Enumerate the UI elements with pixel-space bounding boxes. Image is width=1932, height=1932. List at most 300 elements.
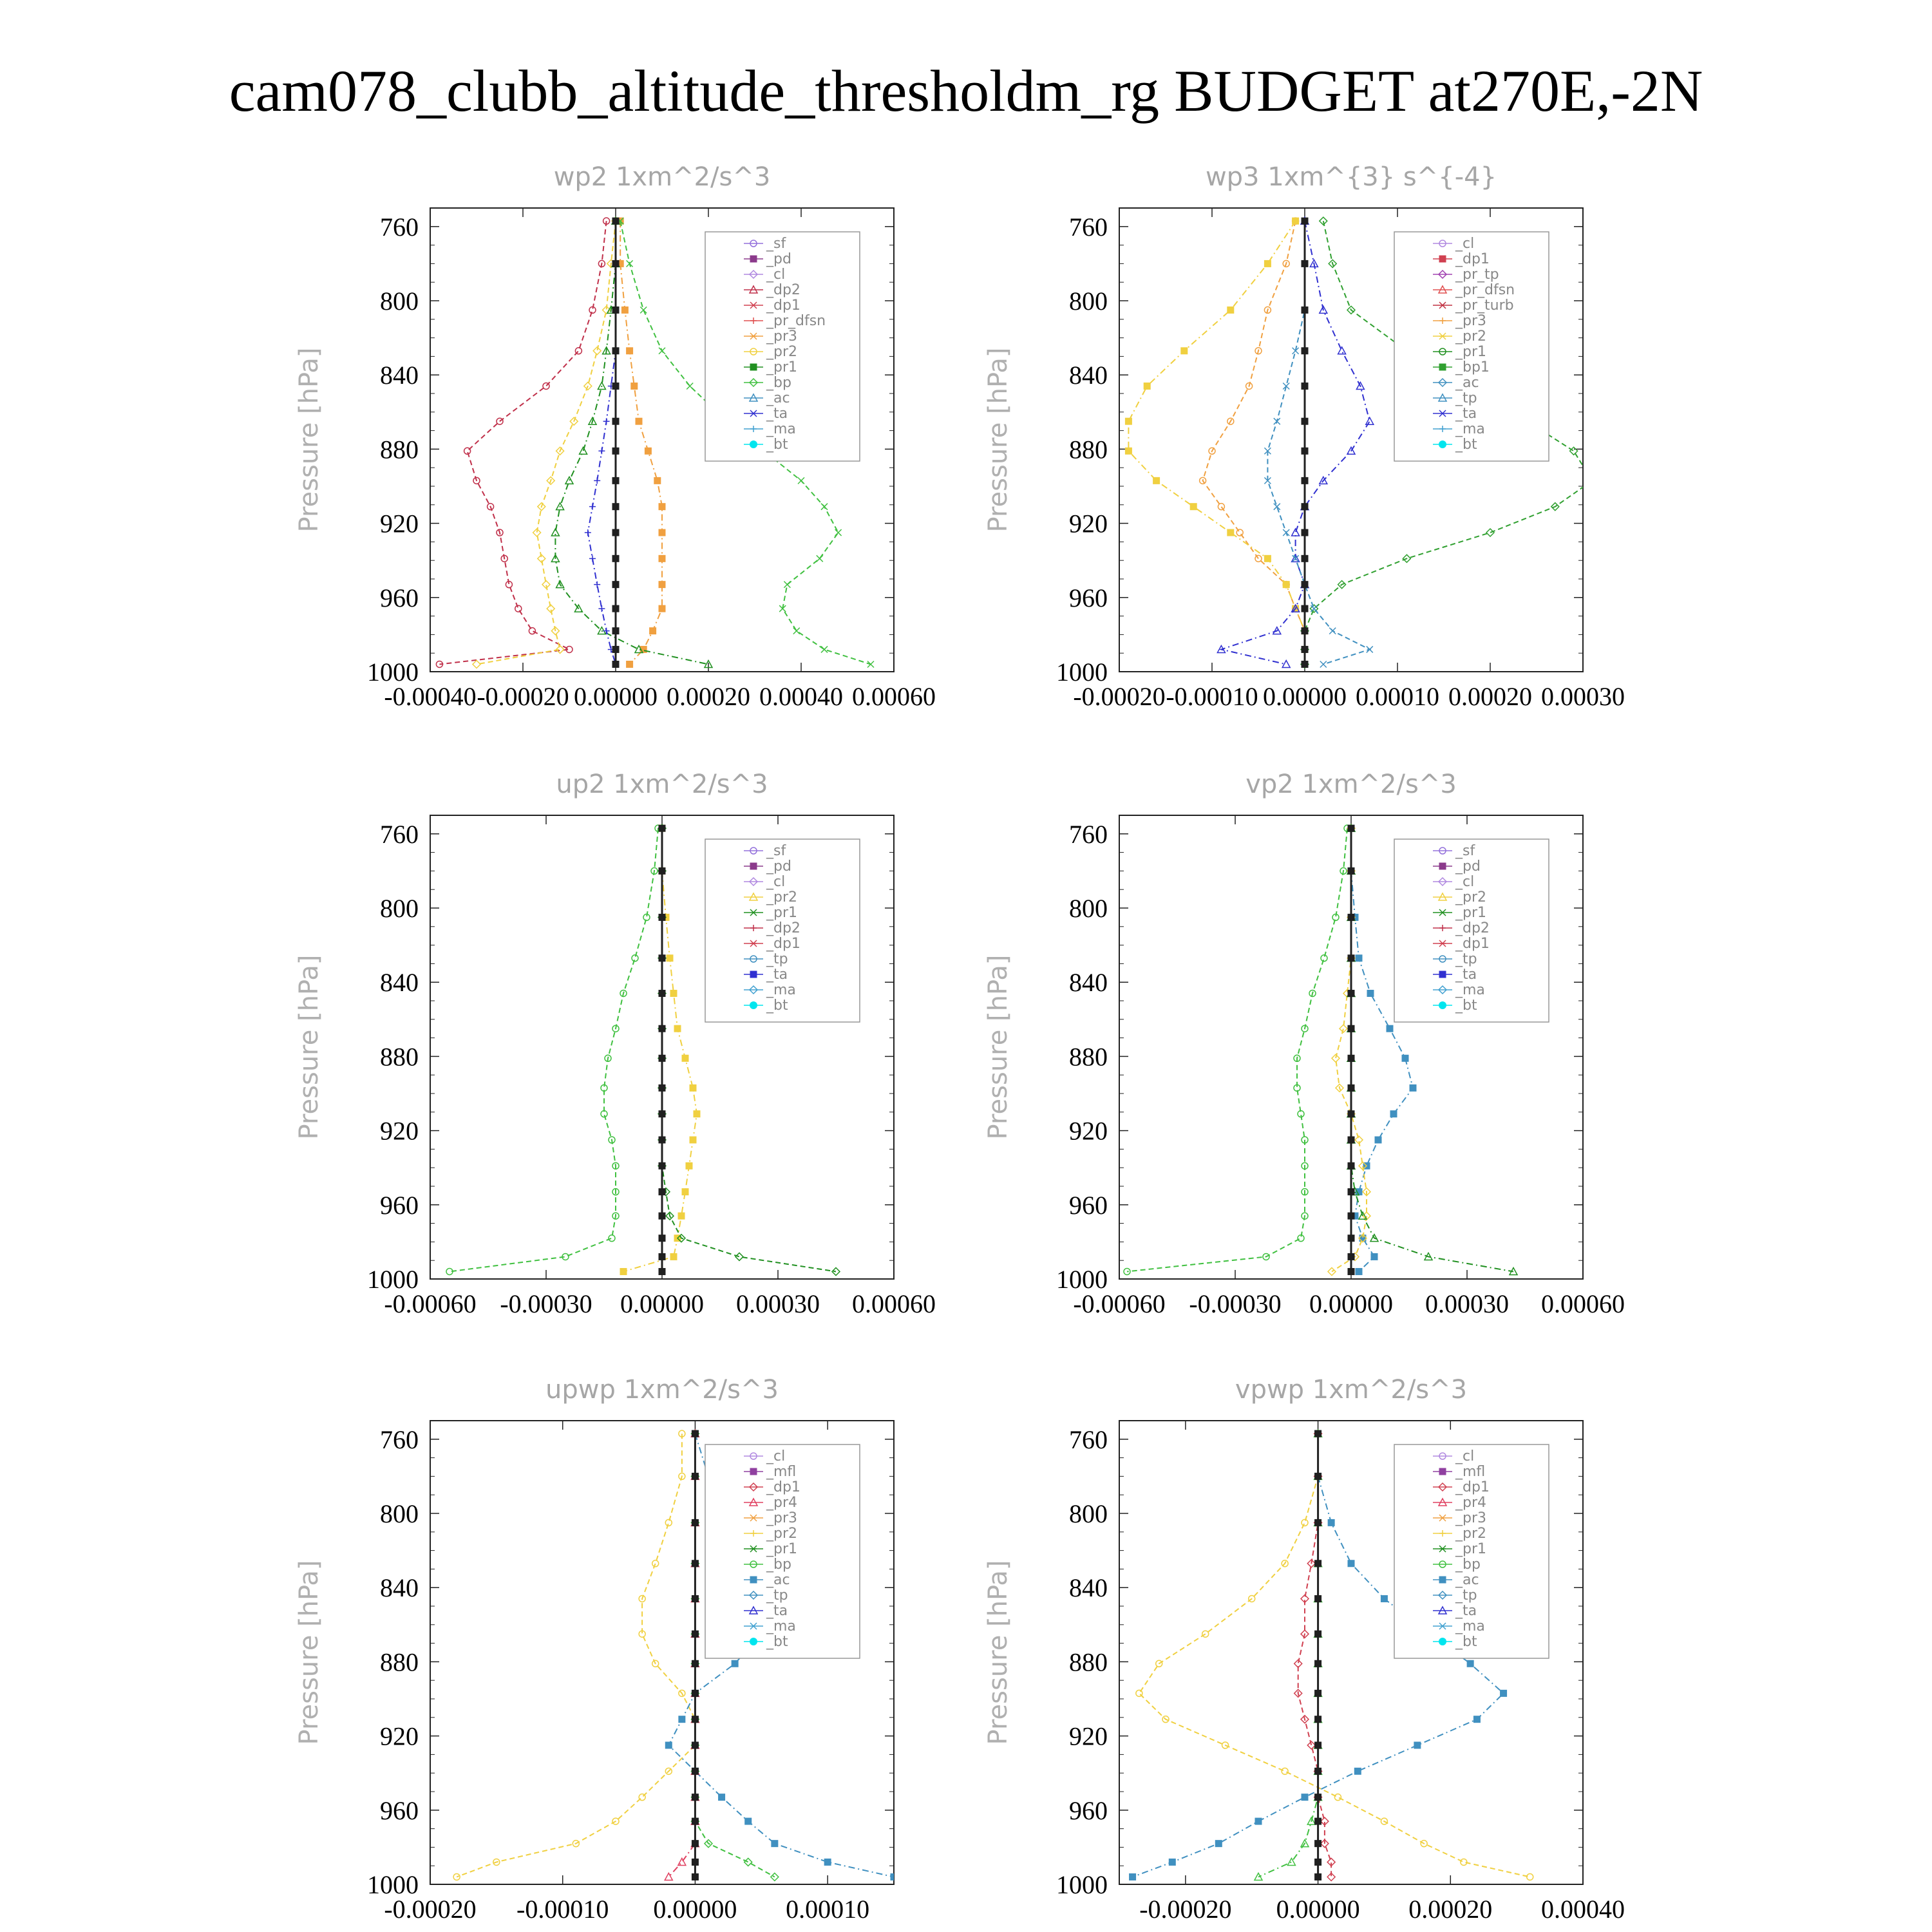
legend-label: _pd [766, 251, 791, 267]
legend-label: _dp1 [766, 1479, 800, 1495]
data-point [636, 418, 642, 424]
data-point [1293, 218, 1299, 224]
x-tick-label: 0.00000 [1263, 682, 1347, 711]
data-point [692, 1473, 698, 1479]
x-tick-label: 0.00010 [1356, 682, 1439, 711]
data-point [1292, 529, 1300, 536]
x-tick-label: -0.00060 [1073, 1289, 1166, 1318]
data-point [612, 477, 619, 484]
data-point [692, 1841, 698, 1847]
data-point [659, 1111, 665, 1117]
y-tick-label: 760 [1069, 212, 1108, 242]
y-tick-label: 840 [380, 361, 419, 390]
legend-marker [1439, 1638, 1446, 1645]
data-point [612, 628, 619, 634]
y-axis-label: Pressure [hPa] [983, 347, 1013, 533]
data-point [659, 867, 665, 874]
legend-label: _dp1 [766, 298, 800, 314]
data-point [589, 504, 596, 510]
data-point [719, 1794, 725, 1801]
data-point [1329, 628, 1336, 634]
data-point [694, 1111, 700, 1117]
data-point [543, 383, 549, 389]
legend-label: _bp1 [1455, 359, 1490, 375]
y-tick-label: 1000 [1056, 1265, 1108, 1294]
y-axis-label: Pressure [hPa] [294, 954, 324, 1140]
series-line-ta [1221, 221, 1369, 664]
data-point [612, 646, 619, 652]
data-point [1302, 218, 1308, 224]
data-point [612, 348, 619, 354]
y-tick-label: 800 [380, 894, 419, 923]
legend-label: _cl [1455, 236, 1475, 252]
legend-label: _dp2 [766, 920, 800, 936]
legend-label: _ma [766, 982, 796, 998]
data-point [1169, 1859, 1175, 1865]
data-point [750, 971, 757, 978]
legend-label: _cl [1455, 1448, 1475, 1464]
data-point [1387, 1025, 1393, 1032]
series-line-ta [588, 221, 616, 664]
data-point [1354, 1768, 1361, 1774]
y-tick-label: 920 [1069, 509, 1108, 538]
x-tick-label: 0.00030 [1425, 1289, 1509, 1318]
x-tick-label: -0.00060 [384, 1289, 477, 1318]
chart-panel-6 [983, 1375, 1625, 1924]
data-point [654, 477, 661, 484]
legend-label: _cl [766, 874, 786, 890]
x-tick-label: 0.00030 [736, 1289, 820, 1318]
data-point [1315, 1716, 1321, 1723]
data-point [1381, 1595, 1387, 1602]
legend-label: _bt [766, 998, 788, 1014]
data-point [692, 1768, 698, 1774]
y-tick-label: 920 [1069, 1116, 1108, 1146]
data-point [1315, 1841, 1321, 1847]
data-point [692, 1742, 698, 1748]
data-point [529, 628, 535, 634]
chart-panel-4 [983, 770, 1625, 1318]
legend-label: _ta [1455, 406, 1477, 422]
legend [705, 839, 860, 1022]
data-point [1338, 347, 1346, 354]
legend-label: _bt [1455, 998, 1477, 1014]
chart-title: vpwp 1xm^2/s^3 [1235, 1375, 1468, 1405]
data-point [594, 477, 600, 484]
data-point [674, 1025, 681, 1032]
legend-label: _pd [766, 858, 791, 875]
data-point [1144, 383, 1150, 389]
y-tick-label: 800 [380, 287, 419, 316]
data-point [659, 504, 665, 510]
data-point [1315, 1794, 1321, 1801]
legend-label: _dp1 [1455, 936, 1490, 952]
legend-label: _tp [766, 1587, 788, 1604]
page-title: cam078_clubb_altitude_thresholdm_rg BUDGET at270E,-2N [229, 58, 1703, 124]
chart-panel-1 [294, 162, 936, 711]
legend-label: _pr1 [766, 359, 798, 375]
y-tick-label: 1000 [367, 1870, 419, 1899]
data-point [798, 477, 804, 484]
legend-label: _pr_dfsn [1455, 282, 1515, 298]
data-point [1264, 260, 1271, 267]
legend-label: _sf [766, 843, 786, 859]
data-point [659, 555, 665, 562]
data-point [659, 1235, 665, 1242]
chart-title: vp2 1xm^2/s^3 [1245, 770, 1457, 799]
data-point [1348, 1055, 1354, 1061]
y-tick-label: 1000 [1056, 1870, 1108, 1899]
data-point [603, 418, 610, 424]
legend [705, 1444, 860, 1658]
legend-label: _pr1 [1455, 1541, 1487, 1557]
data-point [1332, 1054, 1340, 1062]
data-point [659, 348, 665, 354]
series-line-pr2 [477, 221, 616, 664]
data-point [612, 218, 619, 224]
data-point [692, 1859, 698, 1865]
data-point [612, 661, 619, 667]
series-line-pr3 [1203, 221, 1305, 664]
x-tick-label: -0.00020 [477, 682, 569, 711]
legend-label: _pr_turb [1455, 298, 1514, 314]
data-point [692, 1818, 698, 1824]
data-point [612, 529, 619, 536]
data-point [1302, 383, 1308, 389]
data-point [659, 825, 665, 831]
data-point [1315, 1473, 1321, 1479]
legend-label: _tp [1455, 1587, 1477, 1604]
data-point [1467, 1660, 1473, 1667]
data-point [784, 582, 790, 588]
data-point [1282, 1768, 1288, 1774]
y-axis-label: Pressure [hPa] [294, 1560, 324, 1745]
x-tick-label: 0.00010 [786, 1895, 870, 1924]
data-point [612, 307, 619, 313]
y-tick-label: 760 [380, 1425, 419, 1454]
data-point [1367, 646, 1373, 652]
data-point [464, 448, 471, 454]
y-tick-label: 840 [380, 968, 419, 998]
data-point [1302, 661, 1308, 667]
data-point [1320, 661, 1327, 667]
legend-label: _pd [1455, 858, 1481, 875]
legend-label: _pr3 [766, 1510, 798, 1526]
data-point [609, 1235, 615, 1242]
data-point [589, 555, 596, 562]
legend-label: _dp2 [766, 282, 800, 298]
legend-label: _ma [1455, 1618, 1485, 1634]
legend-marker [1439, 440, 1446, 448]
data-point [1402, 1055, 1408, 1061]
data-point [670, 1253, 677, 1260]
x-tick-label: 0.00020 [1448, 682, 1532, 711]
legend-label: _pr1 [1455, 344, 1487, 360]
y-axis-label: Pressure [hPa] [983, 954, 1013, 1140]
data-point [745, 1818, 752, 1824]
legend-label: _pr2 [1455, 1526, 1487, 1542]
y-tick-label: 960 [380, 1190, 419, 1220]
data-point [750, 1577, 757, 1583]
data-point [1302, 348, 1308, 354]
data-point [659, 1213, 665, 1219]
data-point [1439, 1468, 1446, 1475]
y-tick-label: 1000 [1056, 658, 1108, 687]
data-point [1348, 1268, 1354, 1274]
data-point [1439, 256, 1446, 262]
series-line-dp2 [439, 221, 606, 664]
x-tick-label: 0.00020 [667, 682, 750, 711]
data-point [1311, 605, 1317, 612]
data-point [1315, 1873, 1321, 1880]
legend-label: _ta [1455, 1603, 1477, 1619]
data-point [612, 555, 619, 562]
data-point [1125, 418, 1132, 424]
series-line-pr2 [457, 1434, 695, 1877]
data-point [1302, 582, 1308, 588]
legend-label: _ac [766, 390, 790, 406]
x-tick-label: -0.00020 [384, 1895, 477, 1924]
x-tick-label: 0.00000 [1276, 1895, 1360, 1924]
y-tick-label: 920 [380, 1721, 419, 1751]
data-point [659, 529, 665, 536]
data-point [690, 1137, 696, 1143]
data-point [612, 582, 619, 588]
legend-label: _dp1 [1455, 251, 1490, 267]
legend [705, 232, 860, 461]
data-point [678, 1213, 685, 1219]
data-point [1274, 504, 1280, 510]
x-tick-label: -0.00030 [1189, 1289, 1282, 1318]
legend-label: _bp [1455, 1557, 1481, 1573]
data-point [1348, 1162, 1354, 1169]
x-tick-label: 0.00000 [1309, 1289, 1393, 1318]
legend-label: _dp2 [1455, 920, 1490, 936]
data-point [639, 1794, 645, 1801]
legend-label: _pr2 [766, 344, 798, 360]
data-point [603, 628, 610, 634]
data-point [1348, 1560, 1354, 1567]
x-tick-label: -0.00020 [1139, 1895, 1232, 1924]
series-line-pr1 [623, 828, 697, 1271]
y-tick-label: 880 [380, 1647, 419, 1677]
data-point [1315, 1690, 1321, 1696]
legend [1394, 232, 1549, 461]
data-point [627, 260, 633, 267]
data-point [824, 1859, 831, 1865]
data-point [692, 1660, 698, 1667]
y-tick-label: 960 [1069, 1795, 1108, 1825]
data-point [659, 914, 665, 920]
data-point [1375, 1137, 1381, 1143]
data-point [620, 1268, 627, 1274]
data-point [1439, 863, 1446, 869]
legend-label: _pr_tp [1455, 267, 1499, 283]
data-point [1302, 646, 1308, 652]
data-point [867, 661, 874, 667]
y-tick-label: 800 [380, 1499, 419, 1528]
data-point [1181, 348, 1188, 354]
series-line-dp1 [1127, 828, 1347, 1271]
data-point [1348, 1084, 1354, 1091]
legend-label: _mfl [1455, 1464, 1486, 1480]
data-point [1348, 955, 1354, 961]
data-point [1283, 582, 1289, 588]
y-axis-label: Pressure [hPa] [294, 347, 324, 533]
data-point [594, 582, 600, 588]
legend-label: _ma [1455, 421, 1485, 437]
data-point [1302, 504, 1308, 510]
legend-label: _bt [766, 1634, 788, 1650]
y-tick-label: 920 [380, 1116, 419, 1146]
series-line-pr2 [1332, 828, 1367, 1271]
data-point [1302, 1794, 1308, 1801]
data-point [1302, 628, 1308, 634]
y-tick-label: 1000 [367, 658, 419, 687]
data-point [692, 1430, 698, 1437]
legend-label: _mfl [766, 1464, 797, 1480]
data-point [598, 448, 605, 454]
data-point [1153, 477, 1160, 484]
data-point [1315, 1631, 1321, 1637]
data-point [1348, 1235, 1354, 1242]
y-tick-label: 920 [380, 509, 419, 538]
legend-label: _pr1 [1455, 905, 1487, 921]
legend-label: _pr3 [1455, 1510, 1487, 1526]
data-point [692, 1595, 698, 1602]
chart-title: up2 1xm^2/s^3 [556, 770, 768, 799]
y-tick-label: 760 [380, 819, 419, 849]
data-point [1302, 307, 1308, 313]
legend-marker [750, 1001, 757, 1009]
y-tick-label: 800 [1069, 1499, 1108, 1528]
data-point [1190, 504, 1197, 510]
y-tick-label: 800 [1069, 287, 1108, 316]
data-point [1371, 1253, 1378, 1260]
data-point [1302, 448, 1308, 454]
data-point [1348, 1213, 1354, 1219]
legend-label: _pr4 [766, 1495, 798, 1511]
y-tick-label: 960 [380, 1795, 419, 1825]
data-point [1348, 990, 1354, 996]
x-tick-label: -0.00030 [500, 1289, 592, 1318]
legend [1394, 839, 1549, 1022]
data-point [621, 307, 628, 313]
legend-label: _ac [766, 1572, 790, 1588]
legend-label: _dp1 [766, 936, 800, 952]
data-point [1227, 307, 1234, 313]
data-point [687, 383, 693, 389]
data-point [1218, 504, 1224, 510]
legend-label: _ta [766, 406, 788, 422]
data-point [612, 605, 619, 612]
data-point [1410, 1084, 1416, 1091]
data-point [665, 1873, 672, 1880]
y-tick-label: 760 [1069, 1425, 1108, 1454]
series-line-bp [1258, 1434, 1318, 1877]
y-tick-label: 920 [1069, 1721, 1108, 1751]
data-point [1302, 529, 1308, 536]
data-point [750, 1468, 757, 1475]
series-line-dp1 [1298, 1434, 1331, 1877]
y-tick-label: 960 [380, 583, 419, 612]
legend-label: _cl [766, 267, 786, 283]
data-point [1315, 1430, 1321, 1437]
data-point [1390, 1111, 1397, 1117]
data-point [1340, 1025, 1347, 1032]
data-point [1588, 477, 1596, 484]
data-point [473, 660, 480, 668]
data-point [821, 504, 828, 510]
chart-title: upwp 1xm^2/s^3 [545, 1375, 779, 1405]
y-tick-label: 880 [1069, 1647, 1108, 1677]
legend-label: _pr1 [766, 1541, 798, 1557]
series-line-pr4 [668, 1434, 695, 1877]
legend-label: _tp [1455, 951, 1477, 967]
x-tick-label: 0.00040 [1541, 1895, 1625, 1924]
x-tick-label: 0.00030 [1541, 682, 1625, 711]
data-point [667, 955, 673, 961]
legend-label: _bp [766, 1557, 791, 1573]
x-tick-label: 0.00040 [759, 682, 843, 711]
legend-label: _ta [766, 1603, 788, 1619]
legend-label: _pr4 [1455, 1495, 1487, 1511]
legend-label: _cl [766, 1448, 786, 1464]
data-point [732, 1660, 738, 1667]
data-point [650, 628, 656, 634]
data-point [692, 1716, 698, 1723]
legend-label: _bp [766, 375, 791, 391]
data-point [1439, 364, 1446, 370]
data-point [1302, 605, 1308, 612]
data-point [659, 955, 665, 961]
data-point [1315, 1859, 1321, 1865]
data-point [750, 364, 757, 370]
legend-label: _bt [1455, 1634, 1477, 1650]
data-point [659, 1025, 665, 1032]
data-point [1227, 529, 1234, 536]
data-point [598, 605, 605, 612]
legend-marker [750, 440, 757, 448]
data-point [1302, 260, 1308, 267]
series-line-pr1 [555, 221, 708, 664]
data-point [690, 1084, 696, 1091]
data-point [1356, 1268, 1362, 1274]
data-point [1334, 1794, 1341, 1801]
y-tick-label: 1000 [367, 1265, 419, 1294]
x-tick-label: -0.00010 [516, 1895, 609, 1924]
legend-label: _ma [766, 1618, 796, 1634]
data-point [659, 582, 665, 588]
data-point [692, 1690, 698, 1696]
data-point [659, 605, 665, 612]
data-point [627, 661, 633, 667]
data-point [612, 448, 619, 454]
legend-label: _bt [1455, 437, 1477, 453]
data-point [692, 1519, 698, 1526]
y-tick-label: 960 [1069, 583, 1108, 612]
legend-label: _pr3 [1455, 313, 1487, 329]
data-point [1348, 1111, 1354, 1117]
x-tick-label: 0.00060 [852, 1289, 936, 1318]
data-point [515, 605, 522, 612]
data-point [772, 1841, 778, 1847]
legend-label: _tp [766, 951, 788, 967]
data-point [682, 1055, 688, 1061]
y-tick-label: 840 [1069, 968, 1108, 998]
legend-label: _sf [1455, 843, 1475, 859]
series-line-pr3 [620, 221, 662, 664]
